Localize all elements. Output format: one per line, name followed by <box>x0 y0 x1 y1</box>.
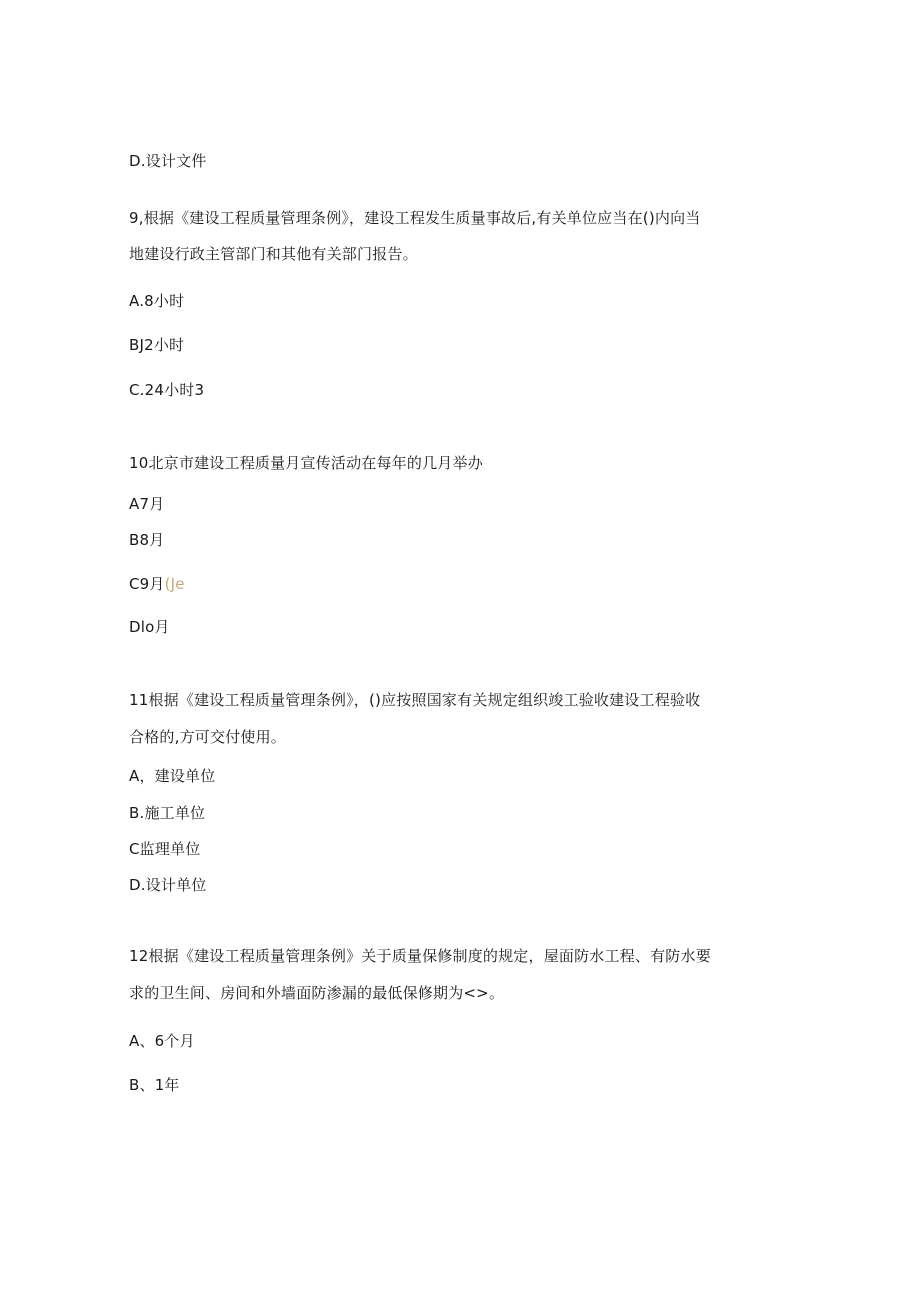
option-text: A.8小时 <box>129 292 185 310</box>
option-text <box>129 574 185 594</box>
option-text: Dlo月 <box>129 618 170 636</box>
option-text: C监理单位 <box>129 840 201 858</box>
option-text: A、6个月 <box>129 1032 195 1050</box>
option-text: BJ2小时 <box>129 336 185 354</box>
option-label: C9月 <box>129 575 165 593</box>
option-text: A，建设单位 <box>129 767 216 785</box>
handwritten-annotation: (Je <box>164 575 185 593</box>
option-text: D.设计单位 <box>129 876 207 894</box>
question-text: 合格的,方可交付使用。 <box>129 728 286 746</box>
question-text: 9,根据《建设工程质量管理条例》，建设工程发生质量事故后,有关单位应当在()内向当 <box>129 209 701 227</box>
question-text: 11根据《建设工程质量管理条例》，()应按照国家有关规定组织竣工验收建设工程验收 <box>129 691 701 709</box>
question-text: 地建设行政主管部门和其他有关部门报告。 <box>129 245 418 263</box>
question-text: 10北京市建设工程质量月宣传活动在每年的几月举办 <box>129 454 483 472</box>
question-text: 12根据《建设工程质量管理条例》关于质量保修制度的规定，屋面防水工程、有防水要 <box>129 947 711 965</box>
option-text: B8月 <box>129 531 165 549</box>
question-text: 求的卫生间、房间和外墙面防渗漏的最低保修期为<>。 <box>129 984 505 1002</box>
option-text: A7月 <box>129 495 165 513</box>
option-text: C.24小时3 <box>129 381 205 399</box>
option-text: D.设计文件 <box>129 152 207 170</box>
option-text: B.施工单位 <box>129 804 206 822</box>
option-text: B、1年 <box>129 1076 180 1094</box>
